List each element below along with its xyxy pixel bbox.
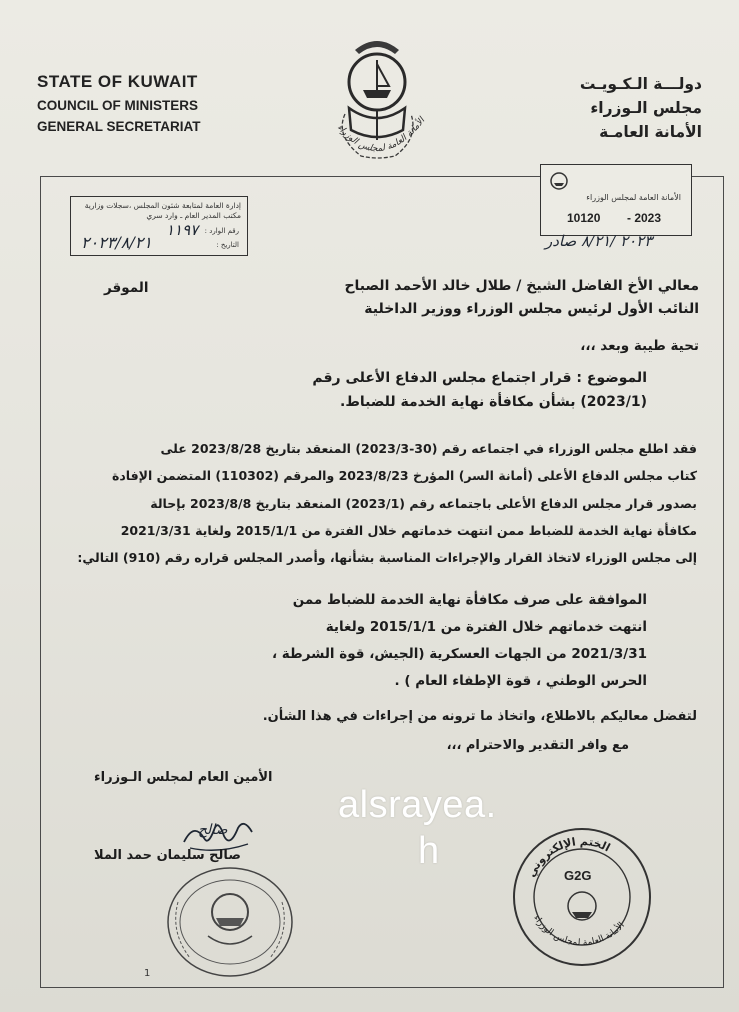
addressee-line1: معالي الأخ الفاضل الشيخ / طلال خالد الأحمد الصباح	[344, 278, 699, 294]
electronic-seal-icon	[508, 822, 656, 972]
greeting: تحية طيبة وبعد ،،،	[580, 338, 699, 354]
en-secretariat-line: GENERAL SECRETARIAT	[37, 119, 201, 134]
svg-text:صالح: صالح	[198, 822, 228, 838]
body-line-3: بصدور قرار مجلس الدفاع الأعلى باجتماعه رقم (2023/1) المنعقد بتاريخ 2023/8/8 بإحالة	[150, 496, 697, 511]
mini-emblem-icon	[549, 171, 569, 191]
incoming-stamp-dept: إدارة العامة لمتابعة شئون المجلس ،سجلات وزارية	[84, 201, 241, 210]
honorific: الموقر	[104, 280, 149, 296]
signatory-title: الأمين العام لمجلس الـوزراء	[94, 770, 273, 785]
svg-text:الأمانة العامة لمجلس الوزراء: الأمانة العامة لمجلس الوزراء	[531, 913, 627, 949]
body-line-5: إلى مجلس الوزراء لاتخاذ القرار والإجراءات المناسبة بشأنها، وأصدر المجلس قراره رقم (910) التالي:	[77, 550, 697, 565]
council-seal-icon	[160, 862, 300, 982]
subject-line2: (2023/1) بشأن مكافأة نهاية الخدمة للضباط.	[340, 394, 647, 410]
ar-state-line: دولـــة الـكـويـت	[579, 75, 702, 93]
watermark-line1: alsrayea.	[338, 784, 497, 826]
decision-line-2: انتهت خدماتهم خلال الفترة من 2015/1/1 ولغاية	[325, 619, 647, 635]
outgoing-stamp	[540, 164, 692, 236]
decision-line-4: الحرس الوطني ، قوة الإطفاء العام ) .	[394, 673, 647, 689]
page-number: 1	[144, 968, 151, 979]
outgoing-date-handwritten: ٢٠٢٣ /٨/٢١ صادر	[545, 232, 653, 250]
outgoing-number: 10120	[567, 211, 601, 225]
closing-line-1: لتفضل معاليكم بالاطلاع، واتخاذ ما ترونه من إجراءات في هذا الشأن.	[262, 709, 697, 724]
outgoing-stamp-title: الأمانة العامة لمجلس الوزراء	[586, 193, 681, 202]
incoming-stamp-office: مكتب المدير العام ـ وارد سري	[146, 211, 241, 220]
incoming-number-handwritten: ١١٩٧	[166, 221, 199, 239]
incoming-date-label: التاريخ :	[216, 241, 239, 249]
en-council-line: COUNCIL OF MINISTERS	[37, 98, 199, 113]
svg-text:الختم الإلكتروني: الختم الإلكتروني	[524, 834, 613, 880]
incoming-number-label: رقم الوارد :	[204, 227, 239, 235]
decision-line-1: الموافقة على صرف مكافأة نهاية الخدمة للضباط ممن	[292, 592, 647, 608]
watermark-line2: h	[418, 830, 440, 872]
subject-line1: الموضوع : قرار اجتماع مجلس الدفاع الأعلى رقم	[312, 370, 647, 386]
addressee-line2: النائب الأول لرئيس مجلس الوزراء ووزير الداخلية	[364, 301, 699, 317]
body-line-2: كتاب مجلس الدفاع الأعلى (أمانة السر) المؤرخ 2023/8/23 والمرقم (110302) المتضمن الإفادة	[111, 468, 697, 483]
ar-council-line: مجلس الـوزراء	[590, 99, 702, 117]
body-line-4: مكافأة نهاية الخدمة للضباط ممن انتهت خدماتهم خلال الفترة من 2015/1/1 ولغاية 2021/3/31	[120, 523, 697, 538]
incoming-date-handwritten: ٢٠٢٣/٨/٢١	[81, 233, 152, 252]
svg-text:الأمانة العامة لمجلس الوزراء: الأمانة العامة لمجلس الوزراء	[334, 115, 428, 155]
english-letterhead	[37, 72, 201, 134]
closing-line-2: مع وافر التقدير والاحترام ،،،	[446, 738, 629, 753]
kuwait-emblem-icon	[315, 32, 440, 160]
body-line-1: فقد اطلع مجلس الوزراء في اجتماعه رقم (30-2023/3) المنعقد بتاريخ 2023/8/28 على	[160, 441, 697, 456]
ar-secretariat-line: الأمانة العامـة	[599, 123, 702, 141]
arabic-letterhead	[512, 72, 702, 144]
signatory-name: صالح سليمان حمد الملا	[94, 848, 241, 863]
svg-text:G2G: G2G	[564, 868, 592, 883]
decision-line-3: 2021/3/31 من الجهات العسكرية (الجيش، قوة الشرطة ،	[271, 646, 647, 662]
en-state-line: STATE OF KUWAIT	[37, 72, 198, 91]
incoming-stamp	[70, 196, 248, 256]
outgoing-year: - 2023	[627, 211, 662, 225]
watermark	[338, 782, 497, 874]
